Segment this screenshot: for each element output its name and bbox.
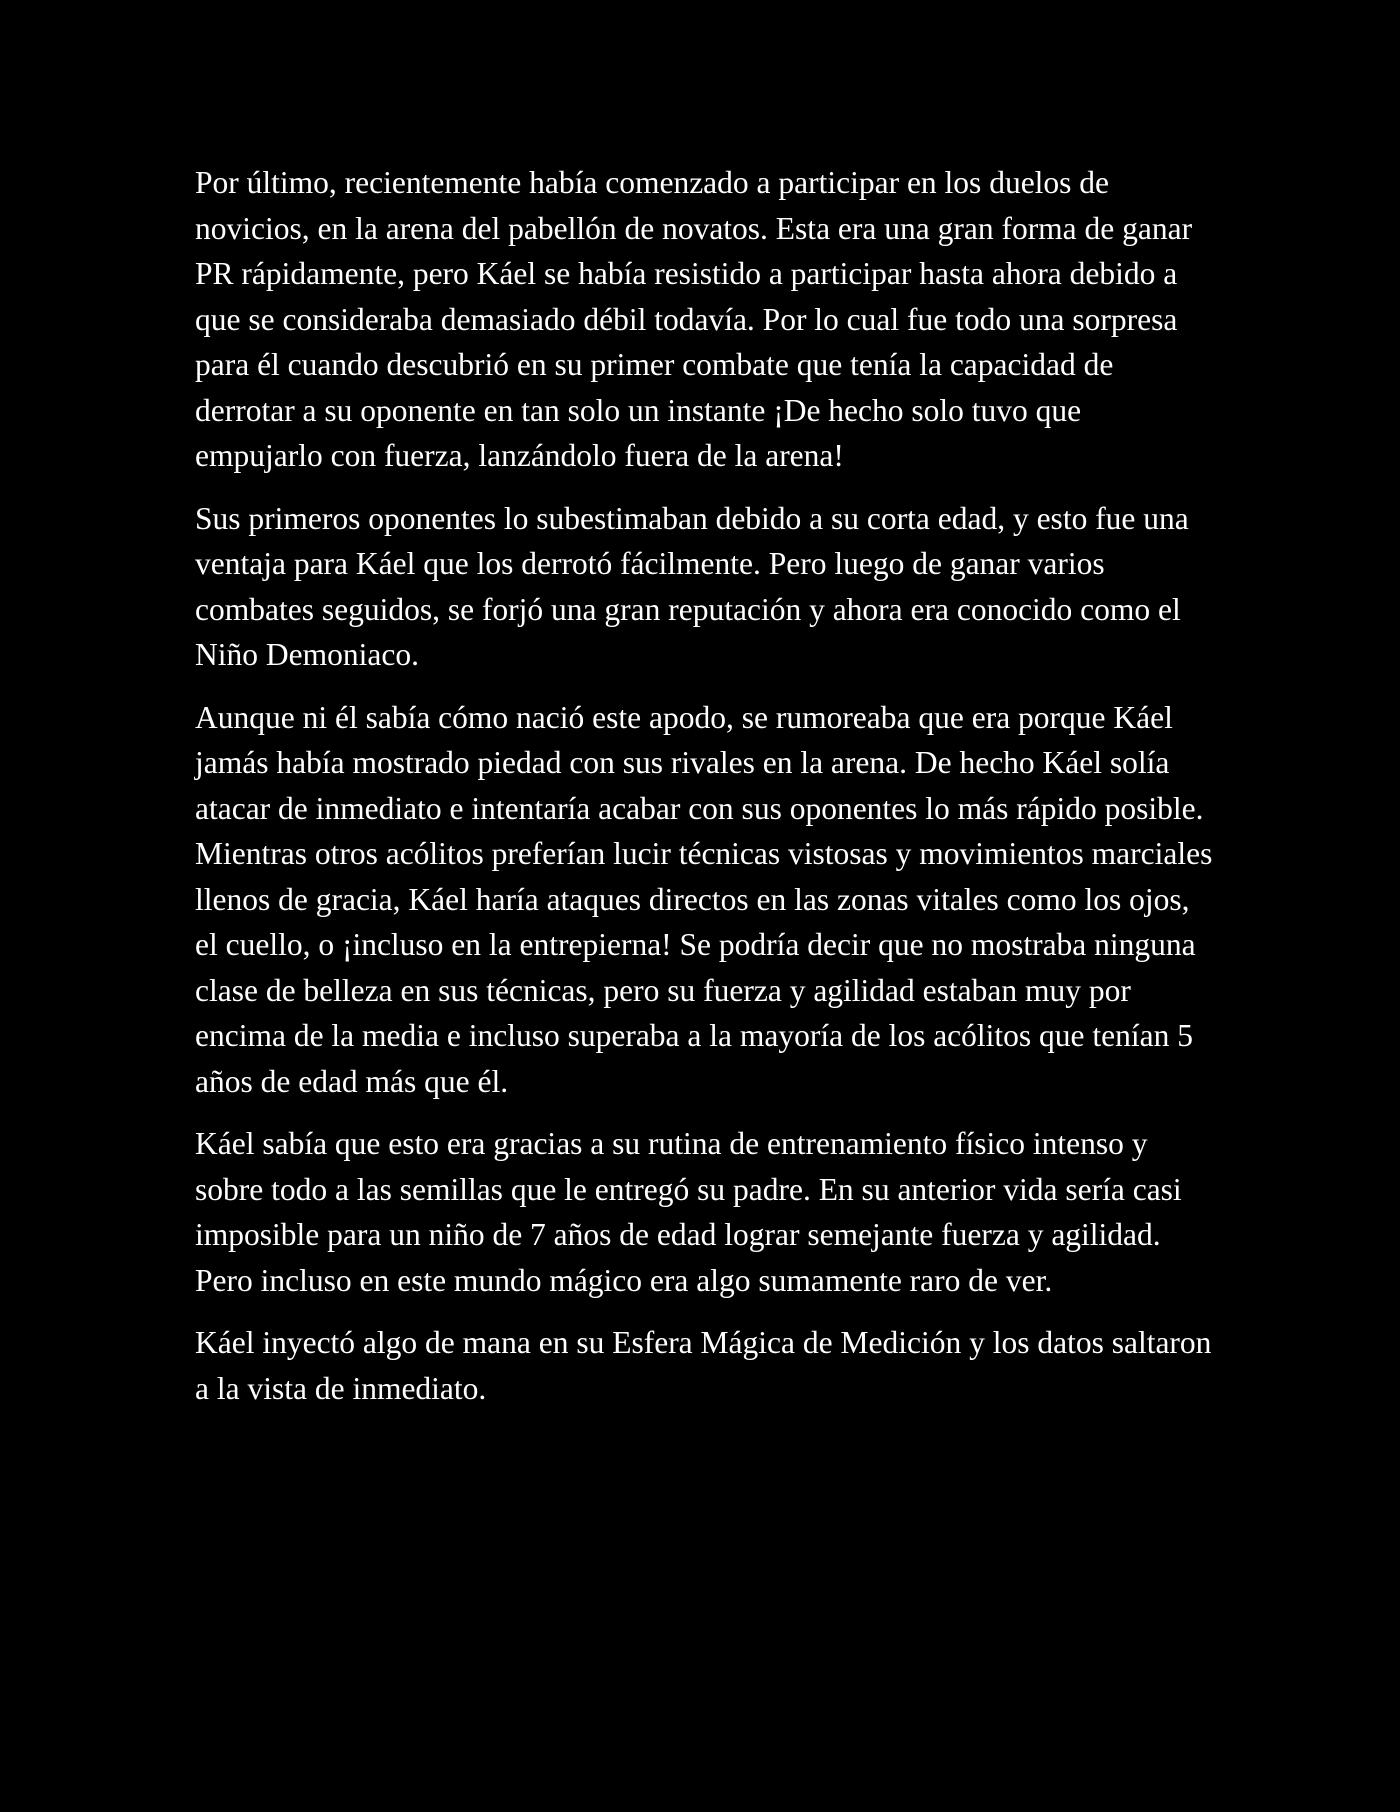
paragraph-1: Por último, recientemente había comenzado a participar en los duelos de novicios, en la arena del pabellón de novatos. Esta era una gran forma de ganar PR rápidamente, pero Káel se había resistido a participar hasta ahora debido a que se consideraba demasiado débil todavía. Por lo cual fue todo una sorpresa para él cuando descubrió en su primer combate que tenía la capacidad de derrotar a su oponente en tan solo un instante ¡De hecho solo tuvo que empujarlo con fuerza, lanzándolo fuera de la arena!: [195, 165, 1193, 473]
paragraph-4: Káel sabía que esto era gracias a su rutina de entrenamiento físico intenso y sobre todo a las semillas que le entregó su padre. En su anterior vida sería casi imposible para un niño de 7 años de edad lograr semejante fuerza y agilidad. Pero incluso en este mundo mágico era algo sumamente raro de ver.: [195, 1126, 1182, 1298]
paragraph-3: Aunque ni él sabía cómo nació este apodo, se rumoreaba que era porque Káel jamás había mostrado piedad con sus rivales en la arena. De hecho Káel solía atacar de inmediato e intentaría acabar con sus oponentes lo más rápido posible. Mientras otros acólitos preferían lucir técnicas vistosas y movimientos marciales llenos de gracia, Káel haría ataques directos en las zonas vitales como los ojos, el cuello, o ¡incluso en la entrepierna! Se podría decir que no mostraba ninguna clase de belleza en sus técnicas, pero su fuerza y agilidad estaban muy por encima de la media e incluso superaba a la mayoría de los acólitos que tenían 5 años de edad más que él.: [195, 699, 1213, 1099]
document-body: [195, 160, 1215, 1428]
paragraph-2: Sus primeros oponentes lo subestimaban debido a su corta edad, y esto fue una ventaja para Káel que los derrotó fácilmente. Pero luego de ganar varios combates seguidos, se forjó una gran reputación y ahora era conocido como el Niño Demoniaco.: [195, 500, 1189, 672]
paragraph-5: Káel inyectó algo de mana en su Esfera Mágica de Medición y los datos saltaron a la vista de inmediato.: [195, 1325, 1212, 1406]
